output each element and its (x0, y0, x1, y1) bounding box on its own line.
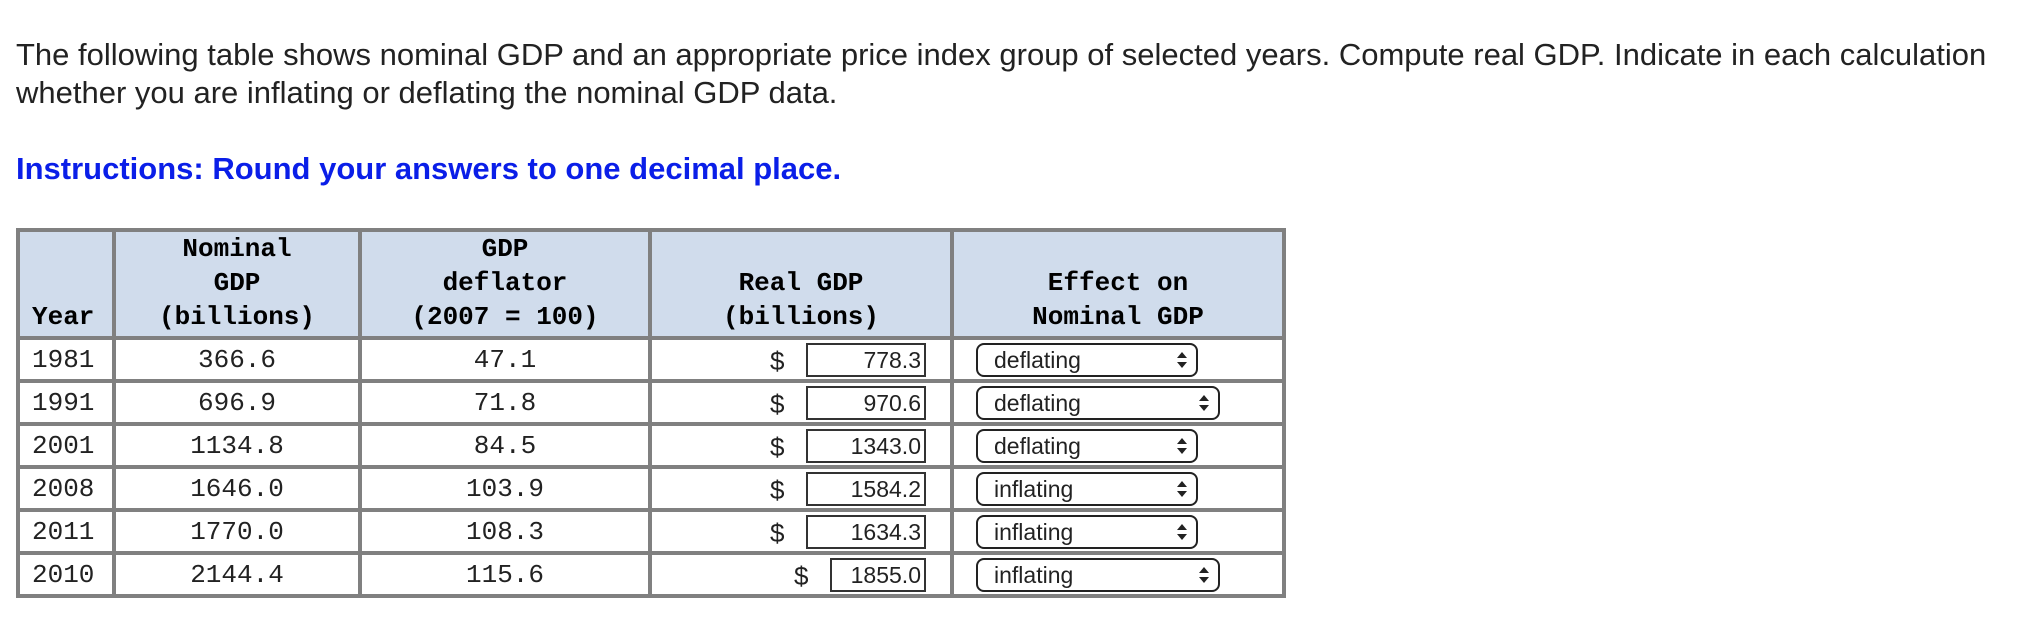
header-nominal-line: Nominal (182, 234, 292, 264)
effect-select-value: deflating (994, 347, 1081, 373)
real-gdp-input[interactable] (806, 515, 926, 549)
effect-select-value: inflating (994, 519, 1074, 545)
header-deflator-line: GDP (481, 234, 529, 264)
real-gdp-input[interactable] (806, 386, 926, 420)
effect-cell (952, 381, 1284, 424)
dollar-sign: $ (770, 518, 785, 548)
effect-select-value: deflating (994, 390, 1081, 416)
table-header-row (18, 230, 1284, 338)
header-real-line: Real GDP (738, 268, 864, 298)
year-cell: 2011 (18, 510, 114, 553)
dollar-sign: $ (770, 346, 785, 376)
effect-select[interactable] (976, 515, 1198, 549)
dollar-sign: $ (770, 389, 785, 419)
year-cell: 1981 (18, 338, 114, 381)
header-nominal-line: GDP (213, 268, 261, 298)
effect-select-value: inflating (994, 476, 1074, 502)
year-cell: 2010 (18, 553, 114, 596)
real-gdp-cell (650, 553, 952, 596)
nominal-gdp-cell: 1770.0 (114, 510, 360, 553)
effect-cell (952, 510, 1284, 553)
nominal-gdp-cell: 366.6 (114, 338, 360, 381)
effect-cell (952, 338, 1284, 381)
year-cell: 1991 (18, 381, 114, 424)
real-gdp-cell (650, 424, 952, 467)
real-gdp-cell (650, 510, 952, 553)
deflator-cell: 71.8 (360, 381, 650, 424)
real-gdp-cell (650, 338, 952, 381)
table-row (18, 381, 1284, 424)
header-real-line: (billions) (722, 302, 880, 332)
year-cell: 2008 (18, 467, 114, 510)
deflator-cell: 108.3 (360, 510, 650, 553)
nominal-gdp-cell: 696.9 (114, 381, 360, 424)
header-year: Year (18, 230, 114, 338)
header-nominal-line: (billions) (158, 302, 316, 332)
nominal-gdp-cell: 2144.4 (114, 553, 360, 596)
table-row (18, 467, 1284, 510)
header-effect (952, 230, 1284, 338)
effect-select[interactable] (976, 558, 1220, 592)
deflator-cell: 103.9 (360, 467, 650, 510)
effect-cell (952, 553, 1284, 596)
header-effect-line: Nominal GDP (1032, 302, 1204, 332)
gdp-table (16, 228, 1286, 598)
table-row (18, 510, 1284, 553)
real-gdp-input[interactable] (830, 558, 926, 592)
effect-select-value: inflating (994, 562, 1074, 588)
header-real-gdp (650, 230, 952, 338)
nominal-gdp-cell: 1134.8 (114, 424, 360, 467)
real-gdp-input[interactable] (806, 429, 926, 463)
up-down-arrows-icon (1176, 438, 1188, 454)
deflator-cell: 84.5 (360, 424, 650, 467)
header-nominal-gdp (114, 230, 360, 338)
header-deflator-line: deflator (442, 268, 568, 298)
up-down-arrows-icon (1176, 524, 1188, 540)
real-gdp-input[interactable] (806, 343, 926, 377)
effect-select-value: deflating (994, 433, 1081, 459)
effect-select[interactable] (976, 386, 1220, 420)
year-cell: 2001 (18, 424, 114, 467)
nominal-gdp-cell: 1646.0 (114, 467, 360, 510)
up-down-arrows-icon (1176, 352, 1188, 368)
up-down-arrows-icon (1198, 395, 1210, 411)
effect-select[interactable] (976, 429, 1198, 463)
header-deflator-line: (2007 = 100) (411, 302, 599, 332)
effect-cell (952, 424, 1284, 467)
deflator-cell: 47.1 (360, 338, 650, 381)
dollar-sign: $ (794, 561, 809, 591)
effect-cell (952, 467, 1284, 510)
header-gdp-deflator (360, 230, 650, 338)
table-row (18, 338, 1284, 381)
real-gdp-cell (650, 467, 952, 510)
question-text: The following table shows nominal GDP and an appropriate price index group of selected years. Compute real GDP. Indicate in each calculation whether you are inflating or deflating the nominal GDP data. (16, 37, 1987, 110)
table-row (18, 424, 1284, 467)
instructions-text: Instructions: Round your answers to one decimal place. (16, 151, 842, 186)
real-gdp-cell (650, 381, 952, 424)
table-row (18, 553, 1284, 596)
header-effect-line: Effect on (1047, 268, 1189, 298)
up-down-arrows-icon (1176, 481, 1188, 497)
dollar-sign: $ (770, 432, 785, 462)
effect-select[interactable] (976, 472, 1198, 506)
effect-select[interactable] (976, 343, 1198, 377)
up-down-arrows-icon (1198, 567, 1210, 583)
dollar-sign: $ (770, 475, 785, 505)
deflator-cell: 115.6 (360, 553, 650, 596)
real-gdp-input[interactable] (806, 472, 926, 506)
